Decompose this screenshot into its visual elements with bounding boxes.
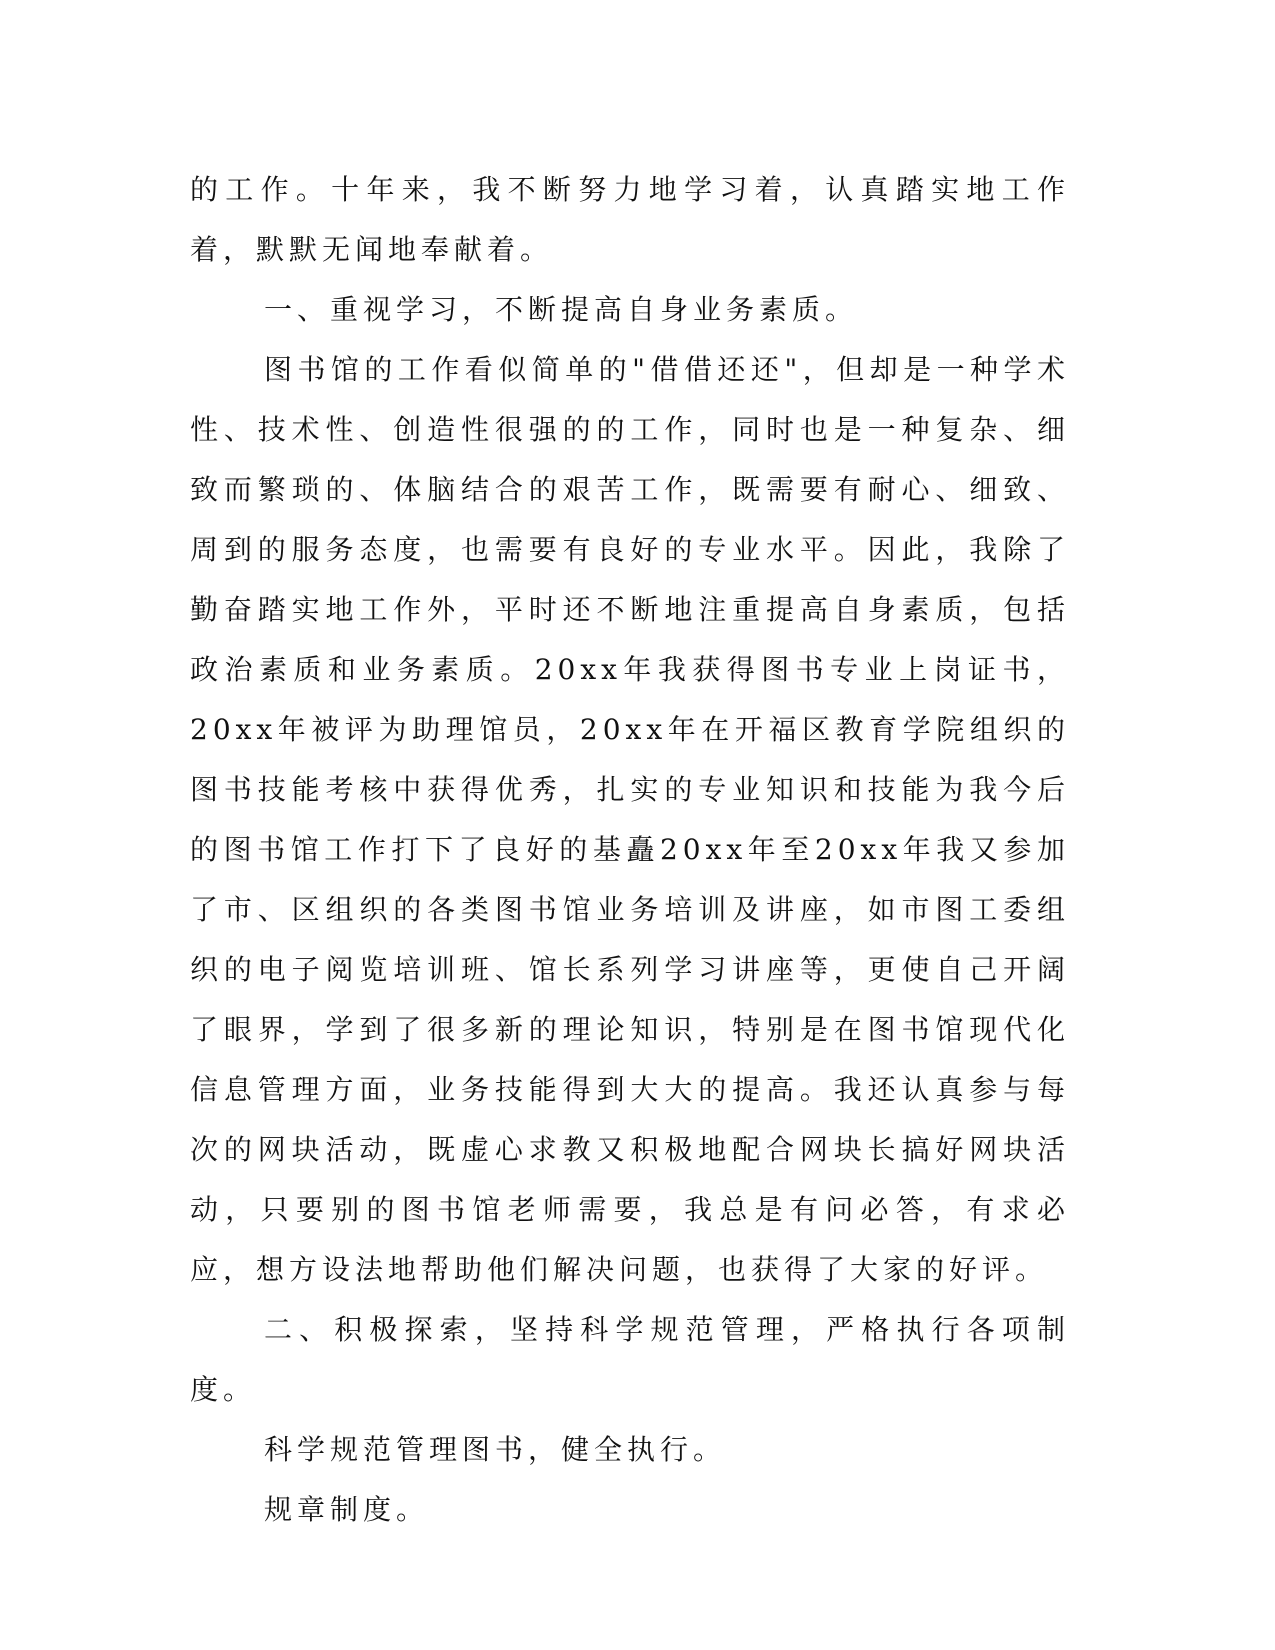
document-body bbox=[190, 160, 1070, 1540]
paragraph-library-work: 图书馆的工作看似简单的"借借还还"，但却是一种学术性、技术性、创造性很强的的工作，同时也是一种复杂、细致而繁琐的、体脑结合的艰苦工作，既需要有耐心、细致、周到的服务态度，也需要有良好的专业水平。因此，我除了勤奋踏实地工作外，平时还不断地注重提高自身素质，包括政治素质和业务素质。20xx年我获得图书专业上岗证书，20xx年被评为助理馆员，20xx年在开福区教育学院组织的图书技能考核中获得优秀，扎实的专业知识和技能为我今后的图书馆工作打下了良好的基矗20xx年至20xx年我又参加了市、区组织的各类图书馆业务培训及讲座，如市图工委组织的电子阅览培训班、馆长系列学习讲座等，更使自己开阔了眼界，学到了很多新的理论知识，特别是在图书馆现代化信息管理方面，业务技能得到大大的提高。我还认真参与每次的网块活动，既虚心求教又积极地配合网块长搞好网块活动，只要别的图书馆老师需要，我总是有问必答，有求必应，想方设法地帮助他们解决问题，也获得了大家的好评。 bbox=[190, 353, 1070, 1286]
paragraph-rules: 规章制度。 bbox=[264, 1493, 430, 1526]
paragraph-management: 科学规范管理图书，健全执行。 bbox=[264, 1433, 727, 1466]
section-heading-2: 二、积极探索，坚持科学规范管理，严格执行各项制度。 bbox=[190, 1313, 1070, 1406]
paragraph-continuation: 的工作。十年来，我不断努力地学习着，认真踏实地工作着，默默无闻地奉献着。 bbox=[190, 173, 1070, 266]
section-heading-1: 一、重视学习，不断提高自身业务素质。 bbox=[264, 293, 859, 326]
